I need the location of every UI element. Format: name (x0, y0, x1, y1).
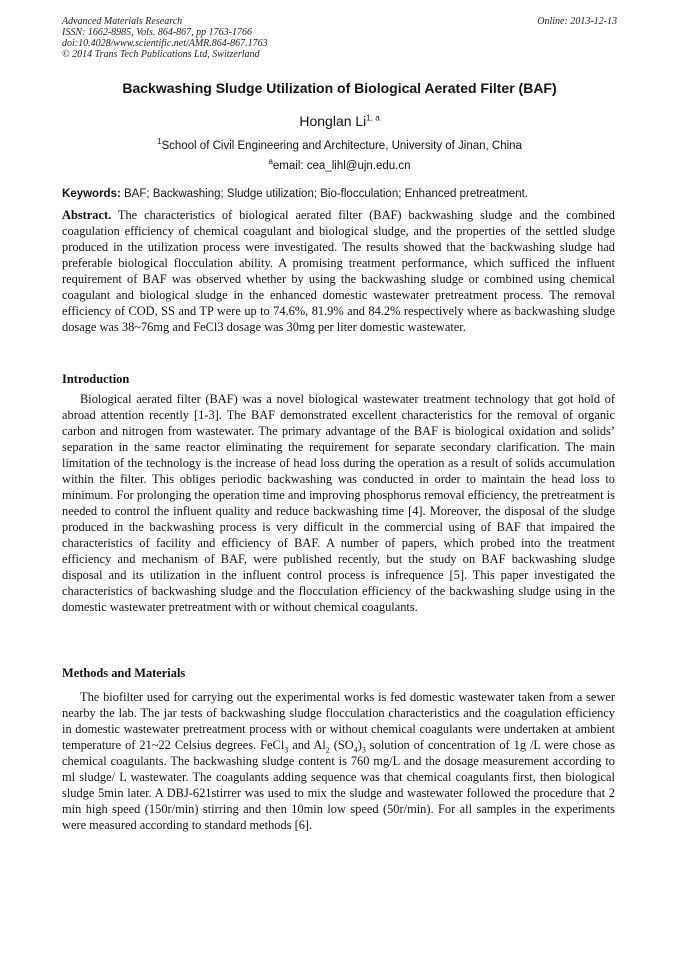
abstract-text: The characteristics of biological aerated filter (BAF) backwashing sludge and the combined coagulation efficiency of chemical coagulant and biological sludge, and the properties of the settled sludge produced in the utilization process were investigated. The results showed that the backwashing sludge had preferable biological flocculation ability. A promising treatment performance, which sufficed the influent requirement of BAF was observed whether by using the backwashing sludge or combined using chemical coagulant and biological sludge in the enhanced domestic wastewater pretreatment process. The removal efficiency of COD, SS and TP were up to 74.6%, 81.9% and 84.2% respectively where as backwashing sludge dosage was 38~76mg and FeCl3 dosage was 30mg per liter domestic wastewater. (62, 208, 615, 334)
copyright-line: © 2014 Trans Tech Publications Ltd, Switzerland (62, 49, 260, 60)
email-sup: a (268, 157, 273, 167)
email-line (62, 158, 617, 174)
affiliation-line (62, 138, 617, 154)
methods-sub-4: 3 (361, 745, 366, 755)
methods-text-1: The biofilter used for carrying out the experimental works is fed domestic wastewater taken from a sewer nearby the lab. The jar tests of backwashing sludge flocculation characteristics and the coagulation efficiency in domestic wastewater pretreatment process with or without chemical coagulants were undertaken at ambient temperature of 21~22 Celsius degrees. FeCl (62, 690, 615, 752)
methods-sub-3: 4 (353, 745, 358, 755)
introduction-heading: Introduction (62, 372, 130, 386)
affiliation-sup: 1 (157, 137, 162, 147)
keywords-label: Keywords: (62, 188, 121, 200)
methods-text-4: ) (357, 738, 362, 752)
affiliation-text: School of Civil Engineering and Architecture, University of Jinan, China (161, 140, 522, 152)
email-text: email: cea_lihl@ujn.edu.cn (272, 160, 411, 172)
issn-line: ISSN: 1662-8985, Vols. 864-867, pp 1763-1766 (62, 27, 252, 38)
introduction-paragraph: Biological aerated filter (BAF) was a novel biological wastewater treatment technology that got hold of abroad attention recently [1-3]. The BAF demonstrated excellent characteristics for the removal of organic carbon and nitrogen from wastewater. The primary advantage of the BAF is biological oxidation and solids’ separation in the same reactor eliminating the requirement for separate secondary clarification. The main limitation of the technology is the increase of head loss during the operation as a result of solids accumulation within the filter. This obliges periodic backwashing was conducted in order to maintain the head loss to minimum. For prolonging the operation time and improving phosphorus removal efficiency, the pretreatment is needed to control the influent quality and reduce backwashing time [4]. Moreover, the disposal of the sludge produced in the backwashing process is very difficult in the commercial using of BAF that impaired the characteristics of facility and efficiency of BAF. A number of papers, which probed into the treatment efficiency and mechanism of BAF, were published recently, but the study on BAF backwashing sludge disposal and its utilization in the influent control process is infrequence [5]. This paper investigated the characteristics of backwashing sludge and the flocculation efficiency of the backwashing sludge using in the domestic wastewater pretreatment with or without chemical coagulants. (62, 392, 615, 614)
online-date: Online: 2013-12-13 (537, 16, 617, 27)
keywords-text: BAF; Backwashing; Sludge utilization; Bio-flocculation; Enhanced pretreatment. (120, 188, 528, 200)
methods-text-3: (SO (329, 738, 354, 752)
journal-name: Advanced Materials Research (62, 16, 183, 27)
methods-heading: Methods and Materials (62, 666, 186, 680)
author-sup: 1, a (366, 113, 380, 123)
abstract-label: Abstract. (62, 208, 112, 222)
keywords-line (62, 186, 617, 202)
abstract-paragraph (62, 207, 615, 335)
methods-text-2: and Al (288, 738, 326, 752)
methods-sub-1: 3 (284, 745, 289, 755)
author-name: Honglan Li (299, 113, 367, 129)
doi-line: doi:10.4028/www.scientific.net/AMR.864-867.1763 (62, 38, 268, 49)
author-line (62, 112, 617, 130)
journal-header (62, 16, 617, 60)
methods-paragraph (62, 689, 615, 833)
methods-text-5: solution of concentration of 1g /L were chose as chemical coagulants. The backwashing sludge content is 760 mg/L and the dosage measurement according to ml sludge/ L wastewater. The coagulants adding sequence was that chemical coagulants first, then biological sludge 5min later. A DBJ-621stirrer was used to mix the sludge and wastewater followed the procedure that 2 min high speed (150r/min) stirring and then 10min low speed (50r/min). For all samples in the experiments were measured according to standard methods [6]. (62, 738, 615, 832)
methods-sub-2: 2 (325, 745, 330, 755)
paper-title: Backwashing Sludge Utilization of Biological Aerated Filter (BAF) (122, 80, 557, 96)
